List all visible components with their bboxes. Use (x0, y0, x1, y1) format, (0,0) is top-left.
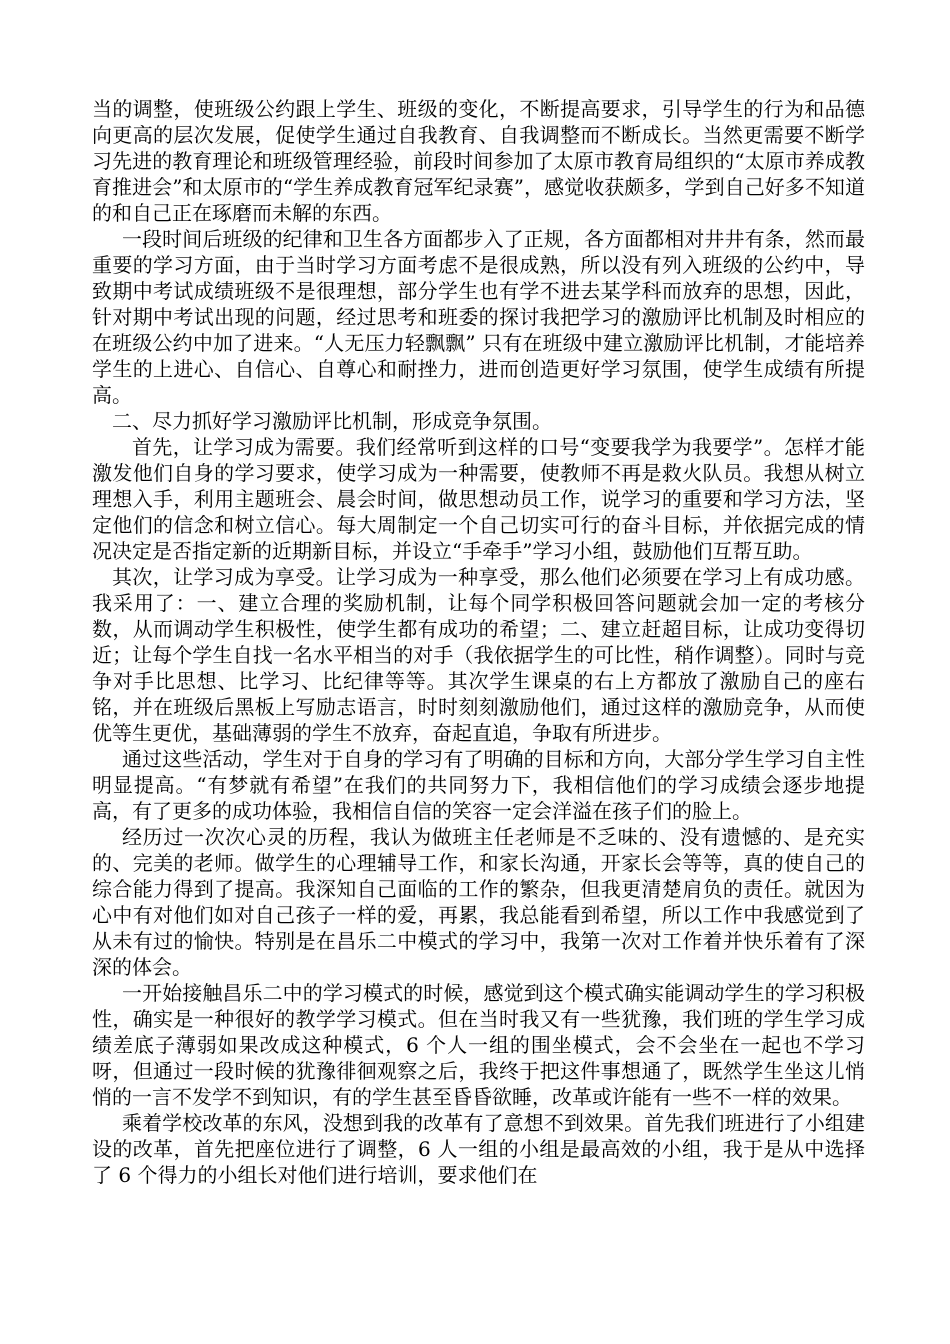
document-page (92, 96, 865, 1188)
paragraph-changle-model: 一开始接触昌乐二中的学习模式的时候，感觉到这个模式确实能调动学生的学习积极性，确实是一种很好的教学学习模式。但在当时我又有一些犹豫，我们班的学生学习成绩差底子薄弱如果改成这种模式，6 个人一组的围坐模式，会不会坐在一起也不学习呀，但通过一段时候的犹豫徘徊观察之后，我终于把这件事想通了，既然学生坐这儿悄悄的一言不发学不到知识，有的学生甚至昏昏欲睡，改革或许能有一些不一样的效果。 (92, 981, 865, 1109)
paragraph-learning-as-enjoyment: 其次，让学习成为享受。让学习成为一种享受，那么他们必须要在学习上有成功感。我采用了：一、建立合理的奖励机制，让每个同学积极回答问题就会加一定的考核分数，从而调动学生积极性，使学生都有成功的希望；二、建立赶超目标，让成功变得切近；让每个学生自找一名水平相当的对手（我依据学生的可比性，稍作调整）。同时与竞争对手比思想、比学习、比纪律等等。其次学生课桌的右上方都放了激励自己的座右铭，并在班级后黑板上写励志语言，时时刻刻激励他们，通过这样的激励竞争，从而使优等生更优，基础薄弱的学生不放弃，奋起直追，争取有所进步。 (92, 565, 865, 745)
section-heading-incentive-mechanism: 二、尽力抓好学习激励评比机制，形成竞争氛围。 (112, 409, 552, 433)
paragraph-learning-as-need: 首先，让学习成为需要。我们经常听到这样的口号“变要我学为我要学”。怎样才能激发他们自身的学习要求，使学习成为一种需要，使教师不再是救火队员。我想从树立理想入手，利用主题班会、晨会时间，做思想动员工作，说学习的重要和学习方法，坚定他们的信念和树立信心。每大周制定一个自己切实可行的奋斗目标，并依据完成的情况决定是否指定新的近期新目标，并设立“手牵手”学习小组，鼓励他们互帮互助。 (92, 435, 865, 563)
paragraph-discipline-and-learning: 一段时间后班级的纪律和卫生各方面都步入了正规，各方面都相对井井有条，然而最重要的学习方面，由于当时学习方面考虑不是很成熟，所以没有列入班级的公约中，导致期中考试成绩班级不是很理想，部分学生也有学不进去某学科而放弃的思想，因此，针对期中考试出现的问题，经过思考和班委的探讨我把学习的激励评比机制及时相应的在班级公约中加了进来。“人无压力轻飘飘” 只有在班级中建立激励评比机制，才能培养学生的上进心、自信心、自尊心和耐挫力，进而创造更好学习氛围，使学生成绩有所提高。 (92, 227, 865, 407)
paragraph-school-reform: 乘着学校改革的东风，没想到我的改革有了意想不到效果。首先我们班进行了小组建设的改革，首先把座位进行了调整，6 人一组的小组是最高效的小组，我于是从中选择了 6 个得力的小组长对他们进行培训，要求他们在 (92, 1111, 865, 1187)
paragraph-head-teacher-reflection: 经历过一次次心灵的历程，我认为做班主任老师是不乏味的、没有遗憾的、是充实的、完美的老师。做学生的心理辅导工作，和家长沟通，开家长会等等，真的使自己的综合能力得到了提高。我深知自己面临的工作的繁杂，但我更清楚肩负的责任。就因为心中有对他们如对自己孩子一样的爱，再累，我总能看到希望，所以工作中我感觉到了从未有过的愉快。特别是在昌乐二中模式的学习中，我第一次对工作着并快乐着有了深深的体会。 (92, 825, 865, 979)
paragraph-class-rules-adjustment: 当的调整，使班级公约跟上学生、班级的变化，不断提高要求，引导学生的行为和品德向更高的层次发展，促使学生通过自我教育、自我调整而不断成长。当然更需要不断学习先进的教育理论和班级管理经验，前段时间参加了太原市教育局组织的“太原市养成教育推进会”和太原市的“学生养成教育冠军纪录赛”，感觉收获颇多，学到自己好多不知道的和自己正在琢磨而未解的东西。 (92, 97, 865, 225)
paragraph-activity-results: 通过这些活动，学生对于自身的学习有了明确的目标和方向，大部分学生学习自主性明显提高。“有梦就有希望”在我们的共同努力下，我相信他们的学习成绩会逐步地提高，有了更多的成功体验，我相信自信的笑容一定会洋溢在孩子们的脸上。 (92, 747, 865, 823)
